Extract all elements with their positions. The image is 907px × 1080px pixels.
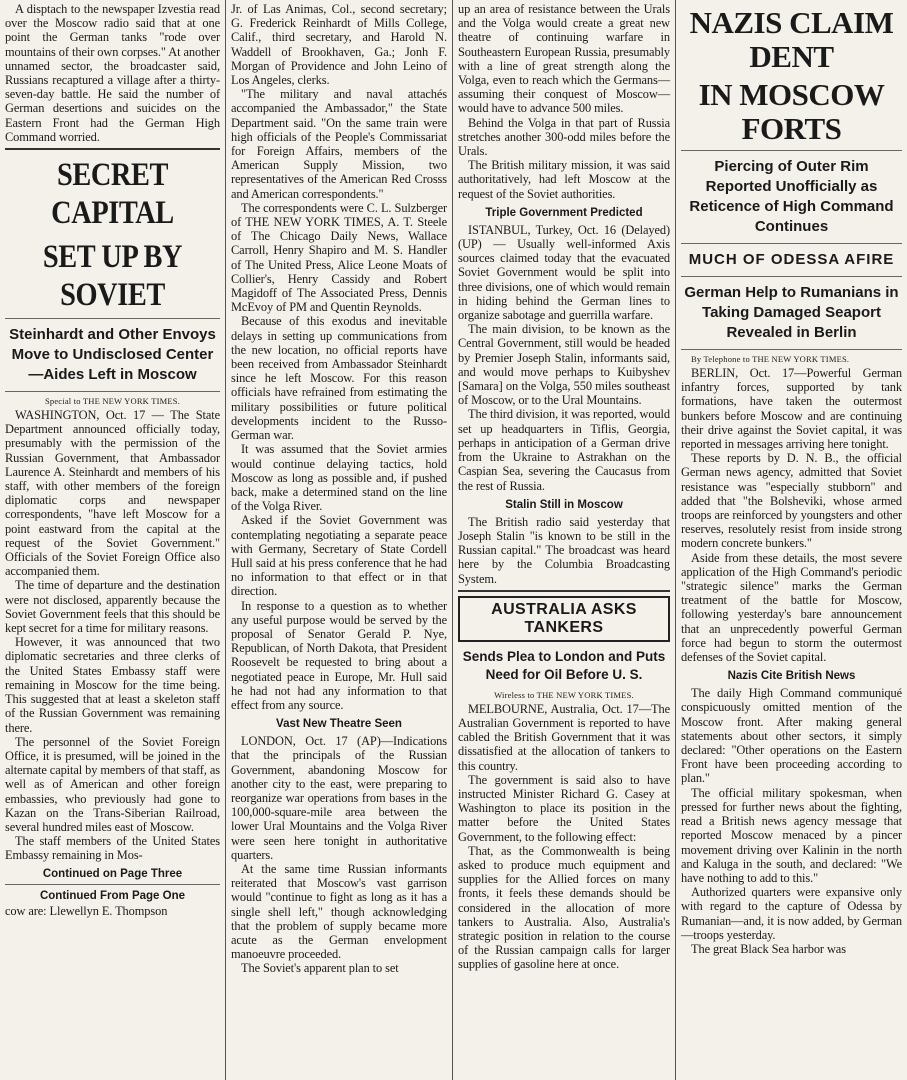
subhead-stalin-still: Stalin Still in Moscow: [505, 498, 623, 511]
article-paragraph: The third division, it was reported, would set up headquarters in Tiflis, Georgia, perhaps in anticipation of a German drive from the Ukraine to Astrakhan on the Caspian Sea, severing the Caucasus from the rest of Russia.: [458, 407, 670, 493]
deck-piercing-outer-rim: Piercing of Outer Rim Reported Unofficially as Reticence of High Command Continues: [689, 158, 894, 235]
article-paragraph: The main division, to be known as the Central Government, still would be headed by Premier Joseph Stalin, informants said, and would move perhaps to Kuibyshev [Samara] on the Volga, 550 miles southeast of Moscow, or to the Ural Mountains.: [458, 322, 670, 408]
column-3: [453, 0, 675, 1080]
headline-nazis-claim-dent-line-2: IN MOSCOW FORTS: [698, 77, 885, 146]
article-paragraph: The staff members of the United States Embassy remaining in Mos-: [5, 834, 220, 863]
headline-secret-capital-line-1: SECRET CAPITAL: [51, 157, 174, 232]
article-paragraph: However, it was announced that two diplomatic secretaries and three clerks of the United States Embassy staff were remaining in Moscow for the time being. This suggested that at least a skeleton staff of the Russian Government was remaining there.: [5, 635, 220, 735]
article-paragraph: The British military mission, it was said authoritatively, had left Moscow at the request of the Soviet authorities.: [458, 158, 670, 201]
article-paragraph: The time of departure and the destination were not disclosed, apparently because the Soviet Government feels that this should be kept secret for a time for military reasons.: [5, 578, 220, 636]
article-paragraph: Behind the Volga in that part of Russia stretches another 300-odd miles before the Urals.: [458, 115, 670, 159]
headline-secret-capital-line-2: SET UP BY SOVIET: [42, 239, 183, 314]
subhead-triple-government: Triple Government Predicted: [485, 206, 643, 219]
byline-credit: Special to THE NEW YORK TIMES.: [44, 396, 181, 407]
article-paragraph: MELBOURNE, Australia, Oct. 17—The Australian Government is reported to have cabled the British Government that it was dissatisfied at the allocation of tankers to this country.: [458, 701, 670, 773]
headline-nazis-claim-dent-line-1: NAZIS CLAIM DENT: [689, 5, 894, 74]
deck-german-help-rumanians: German Help to Rumanians in Taking Damaged Seaport Revealed in Berlin: [684, 284, 899, 341]
article-paragraph: WASHINGTON, Oct. 17 — The State Department announced officially today, presumably with the permission of the Russian Government, that Ambassador Laurence A. Steinhardt and members of his staff, with other members of the foreign diplomatic corps and newspaper correspondents, "have left Moscow for a point eastward from the capital at the request of the Soviet Government." Officials of the Soviet Foreign Office also accompanied them.: [5, 408, 220, 579]
divider: [5, 318, 220, 319]
divider: [681, 150, 902, 151]
divider: [681, 349, 902, 350]
article-paragraph: The government is said also to have instructed Minister Richard G. Casey at Washington to place its position in the matter before the United States Government, to the following effect:: [458, 772, 670, 844]
byline-credit: By Telephone to THE NEW YORK TIMES.: [691, 354, 850, 364]
deck-odessa-afire: MUCH OF ODESSA AFIRE: [688, 251, 895, 268]
article-paragraph: The correspondents were C. L. Sulzberger of THE NEW YORK TIMES, A. T. Steele of The Chicago Daily News, Wallace Carroll, Henry Shapiro and M. S. Handler of The United Press, Alice Leone Moats of Collier's, Henry Cassidy and Robert Magidoff of The Associated Press, Dennis McEvoy of PM and Quentin Reynolds.: [231, 200, 447, 315]
article-paragraph: The official military spokesman, when pressed for further news about the fighting, read a British news agency message that reported Moscow menaced by a pincer movement driving over Kalinin in the north and Kaluga in the south, and declared: "We have nothing to add to this.": [681, 785, 902, 885]
headline-australia-asks-tankers: AUSTRALIA ASKS TANKERS: [458, 596, 670, 642]
article-paragraph: Aside from these details, the most severe application of the High Command's periodic "strategic silence" marks the German treatment of the battle for Moscow, following yesterday's bare announcement that an unprecedently powerful German force had begun to storm the outermost defenses of the Soviet capital.: [681, 550, 902, 665]
divider: [681, 276, 902, 277]
divider: [458, 590, 670, 592]
article-paragraph: up an area of resistance between the Urals and the Volga would create a great new theatre of continuing warfare in Southeastern European Russia, presumably with a line of great strength along the Volga, even to reach which the Germans—assuming their conquest of Moscow—would have to advance 500 miles.: [458, 2, 670, 116]
article-paragraph: cow are: Llewellyn E. Thompson: [5, 903, 168, 918]
divider: [5, 884, 220, 885]
article-paragraph: The great Black Sea harbor was: [691, 941, 846, 956]
article-paragraph: In response to a question as to whether any useful purpose would be served by the proposal of Senator Gerald P. Nye, Republican, of North Dakota, that President Roosevelt be requested to bring about a negotiated peace in Europe, Mr. Hull said he had not had any information to that effect from any source.: [231, 598, 447, 712]
article-paragraph: Because of this exodus and inevitable delays in setting up communications from the new location, no official reports have been received from Ambassador Steinhardt since he left Moscow. For this reason officials have refrained from estimating the military possibilities or future political developments incident to the Russo-German war.: [231, 314, 447, 443]
continued-from-label: Continued From Page One: [39, 889, 186, 902]
article-paragraph: At the same time Russian informants reiterated that Moscow's vast garrison would "continue to fight as long as it has a single shell left," though acknowledging that the problem of supply became more acute as the German envelopment manoeuvre proceeded.: [231, 861, 447, 962]
byline-credit: Wireless to THE NEW YORK TIMES.: [494, 689, 634, 700]
article-paragraph: LONDON, Oct. 17 (AP)—Indications that the principals of the Russian Government, abandoning Moscow for another city to the east, were preparing to reorganize war operations from bases in the 100,000-square-mile area between the lower Ural Mountains and the Volga River were seen here tonight in authoritative quarters.: [231, 734, 447, 862]
article-paragraph: That, as the Commonwealth is being asked to produce much equipment and supplies for the Allied forces on many fronts, it feels these demands should be considered in the allocation of more tankers to Australia. Also, Australia's strategic position in relation to the course of the Russian campaign calls for larger supplies of gasoline here at once.: [458, 843, 670, 972]
article-paragraph: Asked if the Soviet Government was contemplating negotiating a separate peace with Germany, Secretary of State Cordell Hull said at his press conference that he had no information to that effect or in that direction.: [231, 513, 447, 599]
article-paragraph: Authorized quarters were expansive only with regard to the capture of Odessa by Rumanian—and, it is now added, by German—troops yesterday.: [681, 885, 902, 942]
divider: [5, 148, 220, 150]
article-paragraph: ISTANBUL, Turkey, Oct. 16 (Delayed) (UP) — Usually well-informed Axis sources claimed today that the evacuated Soviet Government would be split into three divisions, one of which would remain in hiding behind the German lines to organize sabotage and guerrilla warfare.: [458, 222, 670, 323]
article-paragraph: These reports by D. N. B., the official German news agency, admitted that Soviet resistance was "especially stubborn" and added that "the Bolsheviki, whose armed troops are reinforced by youngsters and other reserves, resolutely resist from inside strong modern concrete bunkers.": [681, 451, 902, 551]
divider: [5, 391, 220, 392]
article-paragraph: The British radio said yesterday that Joseph Stalin "is known to be still in the Russian capital." The broadcast was heard here by the Columbia Broadcasting System.: [458, 514, 670, 586]
divider: [681, 243, 902, 244]
article-paragraph: "The military and naval attachés accompanied the Ambassador," the State Department said. "On the same train were high officials of the People's Commissariat for Foreign Affairs, members of the American Supply Mission, two representatives of the American Red Crosss and American correspondents.": [231, 87, 447, 201]
column-4: [676, 0, 907, 1080]
article-paragraph: A disptach to the newspaper Izvestia read over the Moscow radio said that at one point the German tanks "rode over mountains of their own corpses." At another unnamed sector, the broadcaster said, Russians recaptured a village after a thirty-seven-day battle. He said the number of German desertions and suicides on the Eastern Front had the German High Command worried.: [5, 2, 220, 144]
article-paragraph: The personnel of the Soviet Foreign Office, it is presumed, will be joined in the alternate capital by members of that staff, as well as of American and other foreign embassies, who previously had gone to Kazan on the Trans-Siberian Railroad, several hundred miles east of Moscow.: [5, 734, 220, 834]
article-paragraph: BERLIN, Oct. 17—Powerful German infantry forces, supported by tank formations, have taken the outermost bunkers before Moscow and are continuing their drive against the Soviet capital, it was reported in messages arriving here tonight.: [681, 366, 902, 452]
article-paragraph: The Soviet's apparent plan to set: [241, 961, 399, 976]
subhead-vast-new-theatre: Vast New Theatre Seen: [276, 718, 402, 731]
continued-on-label: Continued on Page Three: [42, 867, 183, 880]
deck-australia: Sends Plea to London and Puts Need for Oil Before U. S.: [462, 648, 666, 682]
article-paragraph: The daily High Command communiqué conspicuously omitted mention of the Moscow front. After making general statements about other sectors, it simply declared: "Other operations on the Eastern Front have been proceeding according to plan.": [681, 686, 902, 786]
deck-steinhardt: Steinhardt and Other Envoys Move to Undisclosed Center —Aides Left in Moscow: [9, 326, 216, 384]
subhead-nazis-cite-british: Nazis Cite British News: [727, 670, 856, 683]
article-paragraph: Jr. of Las Animas, Col., second secretary; G. Frederick Reinhardt of Mills College, Calif., third secretary, and Harold N. Waddell of Brookhaven, Ga.; Jonh F. Morgan of Providence and John Leino of Los Angeles, clerks.: [231, 2, 447, 88]
column-2: [226, 0, 452, 1080]
column-1: [0, 0, 225, 1080]
article-paragraph: It was assumed that the Soviet armies would continue delaying tactics, hold Moscow as long as possible and, if pushed back, make a determined stand on the line of the Volga River.: [231, 442, 447, 514]
